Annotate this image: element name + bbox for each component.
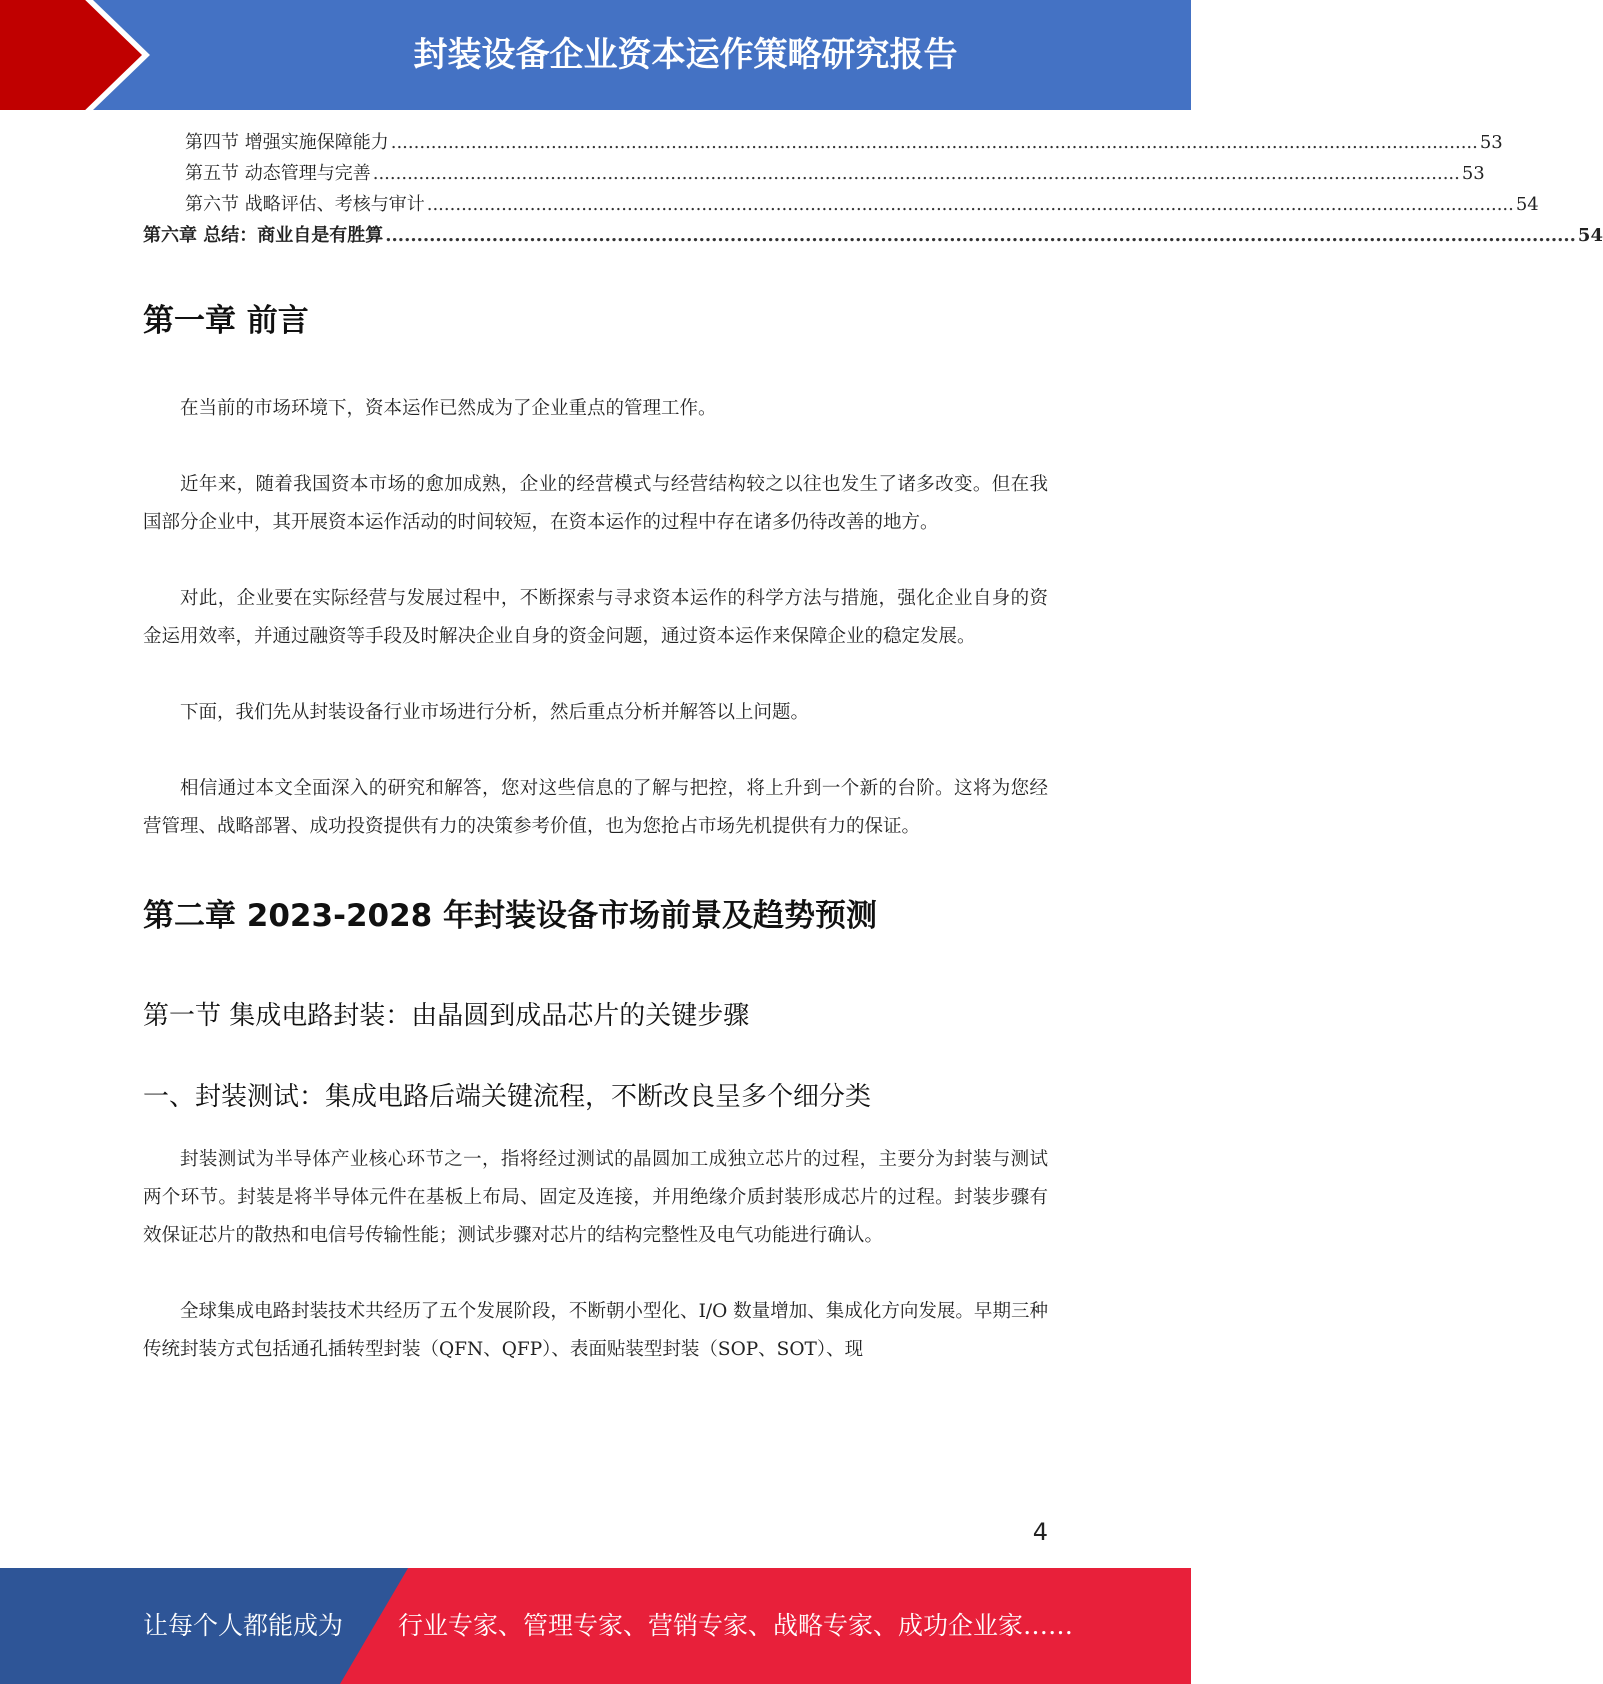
body-paragraph: 下面，我们先从封装设备行业市场进行分析，然后重点分析并解答以上问题。 [180,702,810,723]
toc-leader-dots: .............................................................................................................................................................................................. [426,194,1514,215]
footer-slogan-left: 让每个人都能成为 [143,1611,344,1640]
body-paragraph: 封装测试为半导体产业核心环节之一，指将经过测试的晶圆加工成独立芯片的过程，主要分为封装与测试两个环节。封装是将半导体元件在基板上布局、固定及连接，并用绝缘介质封装形成芯片的过程。封装步骤有效保证芯片的散热和电信号传输性能；测试步骤对芯片的结构完整性及电气功能进行确认。 [143,1149,1048,1246]
toc-entry-label: 第六章 总结：商业自是有胜算 [143,225,384,246]
toc-entry-page: 54 [1577,225,1603,246]
toc-entry-label: 第五节 动态管理与完善 [185,163,371,184]
table-of-contents [143,127,1603,251]
page-header [0,0,1191,110]
report-title: 封装设备企业资本运作策略研究报告 [413,35,958,75]
footer-slogan-right: 行业专家、管理专家、营销专家、战略专家、成功企业家…… [398,1611,1074,1640]
page-number: 4 [1032,1518,1048,1546]
subsection-heading: 一、封装测试：集成电路后端关键流程，不断改良呈多个细分类 [143,1082,872,1112]
toc-entry-page: 53 [1461,163,1485,184]
toc-entry-page: 53 [1479,132,1503,153]
toc-entry[interactable] [143,158,1485,189]
body-paragraph: 相信通过本文全面深入的研究和解答，您对这些信息的了解与把控，将上升到一个新的台阶。这将为您经营管理、战略部署、成功投资提供有力的决策参考价值，也为您抢占市场先机提供有力的保证。 [143,778,1048,837]
header-arrow-icon [0,0,142,110]
toc-entry-page: 54 [1515,194,1539,215]
toc-entry[interactable] [143,189,1539,220]
toc-leader-dots: .............................................................................................................................................................................................. [372,163,1460,184]
toc-leader-dots: .............................................................................................................................................................................................. [385,225,1576,246]
toc-entry-label: 第六节 战略评估、考核与审计 [185,194,425,215]
chapter-2-heading: 第二章 2023-2028 年封装设备市场前景及趋势预测 [143,898,878,934]
body-paragraph: 全球集成电路封装技术共经历了五个发展阶段，不断朝小型化、I/O 数量增加、集成化方向发展。早期三种传统封装方式包括通孔插转型封装（QFN、QFP）、表面贴装型封装（SOP、SOT）、现 [143,1301,1048,1360]
toc-entry[interactable] [143,220,1603,251]
body-paragraph: 在当前的市场环境下，资本运作已然成为了企业重点的管理工作。 [180,398,717,419]
body-paragraph: 对此，企业要在实际经营与发展过程中，不断探索与寻求资本运作的科学方法与措施，强化企业自身的资金运用效率，并通过融资等手段及时解决企业自身的资金问题，通过资本运作来保障企业的稳定发展。 [143,588,1048,647]
toc-entry[interactable] [143,127,1503,158]
page-content [143,127,1603,1369]
toc-entry-label: 第四节 增强实施保障能力 [185,132,389,153]
toc-leader-dots: .............................................................................................................................................................................................. [390,132,1478,153]
chapter-1-heading: 第一章 前言 [143,303,309,339]
page-footer [0,1568,1191,1684]
body-paragraph: 近年来，随着我国资本市场的愈加成熟，企业的经营模式与经营结构较之以往也发生了诸多改变。但在我国部分企业中，其开展资本运作活动的时间较短，在资本运作的过程中存在诸多仍待改善的地方。 [143,474,1048,533]
section-heading: 第一节 集成电路封装：由晶圆到成品芯片的关键步骤 [143,1001,750,1031]
